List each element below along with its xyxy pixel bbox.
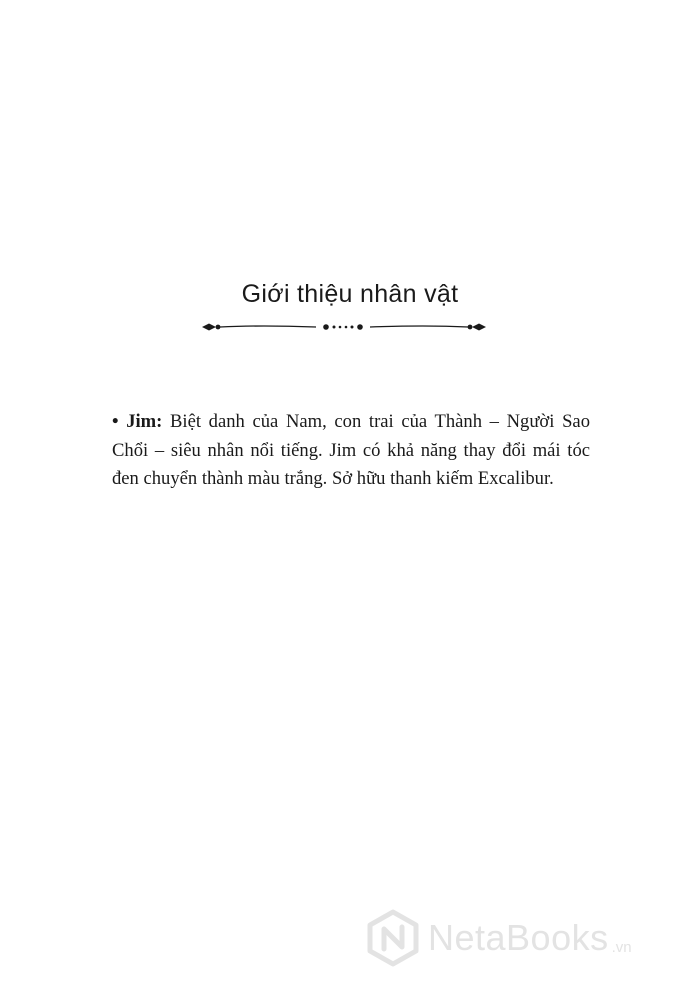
ornament-divider	[200, 318, 490, 336]
ornament-left-line	[220, 326, 316, 327]
character-description: Biệt danh của Nam, con trai của Thành – Người Sao Chổi – siêu nhân nổi tiếng. Jim có khả năng thay đổi mái tóc đen chuyển thành màu trắng. Sở hữu thanh kiếm Excalibur.	[112, 411, 590, 489]
watermark	[364, 906, 694, 970]
character-name: Jim:	[126, 411, 163, 432]
watermark-suffix: .vn	[611, 939, 632, 956]
character-entry-jim	[112, 408, 590, 494]
watermark-brand: NetaBooks	[428, 917, 609, 958]
page-title: Giới thiệu nhân vật	[241, 280, 459, 308]
bullet: •	[112, 411, 119, 432]
neta-logo-icon	[364, 909, 422, 967]
ornament-center-dots	[323, 324, 363, 330]
ornament-right-line	[370, 326, 468, 327]
ornament-left-diamond	[202, 324, 216, 331]
ornament-right-diamond	[472, 324, 486, 331]
